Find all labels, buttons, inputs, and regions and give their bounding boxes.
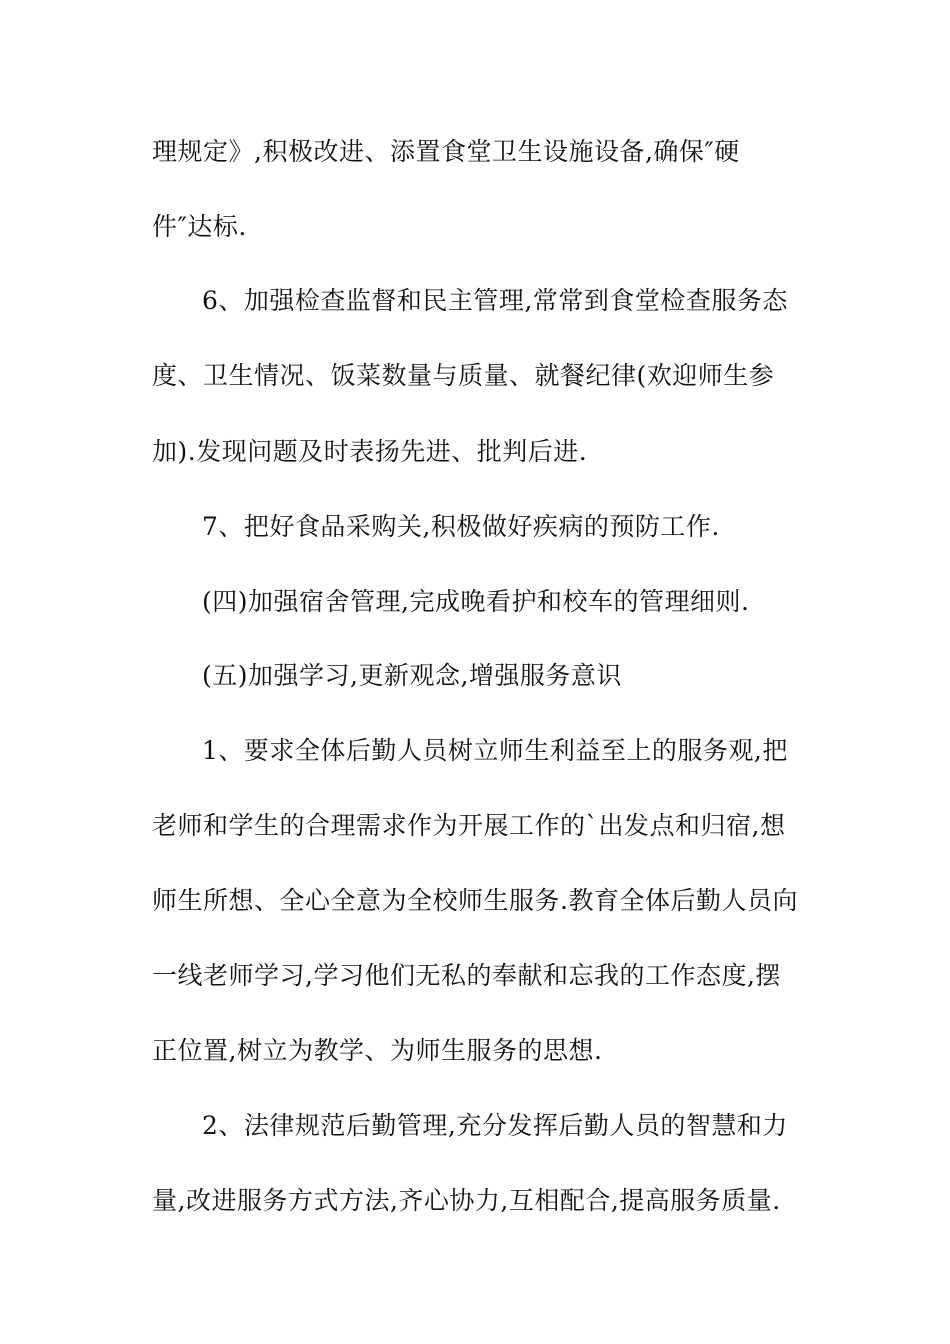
section-heading: (四)加强宿舍管理,完成晚看护和校车的管理细则.	[202, 587, 750, 616]
text-line: 度、卫生情况、饭菜数量与质量、就餐纪律(欢迎师生参	[152, 361, 775, 390]
paragraph-start: 6、加强检查监督和民主管理,常常到食堂检查服务态	[202, 286, 788, 315]
section-heading: (五)加强学习,更新观念,增强服务意识	[202, 661, 622, 690]
paragraph-start: 7、把好食品采购关,积极做好疾病的预防工作.	[202, 512, 720, 541]
text-line: 量,改进服务方式方法,齐心协力,互相配合,提高服务质量.	[152, 1186, 781, 1215]
text-line: 加).发现问题及时表扬先进、批判后进.	[152, 437, 588, 466]
text-line: 一线老师学习,学习他们无私的奉献和忘我的工作态度,摆	[152, 961, 781, 990]
text-line: 理规定》,积极改进、添置食堂卫生设施设备,确保″硬	[152, 137, 740, 166]
text-line: 师生所想、全心全意为全校师生服务.教育全体后勤人员向	[152, 886, 798, 915]
paragraph-start: 2、法律规范后勤管理,充分发挥后勤人员的智慧和力	[202, 1111, 788, 1140]
text-line: 正位置,树立为教学、为师生服务的思想.	[152, 1036, 603, 1065]
text-line: 老师和学生的合理需求作为开展工作的`出发点和归宿,想	[152, 811, 786, 840]
text-line: 件″达标.	[152, 212, 247, 241]
paragraph-start: 1、要求全体后勤人员树立师生利益至上的服务观,把	[202, 736, 788, 765]
